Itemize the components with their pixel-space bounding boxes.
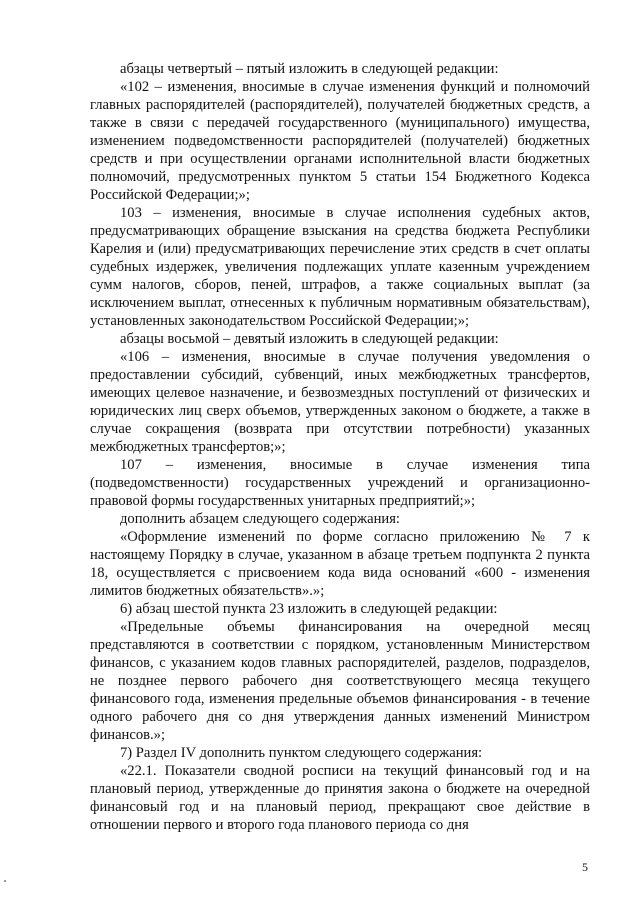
paragraph: дополнить абзацем следующего содержания: xyxy=(120,511,400,527)
page-number: 5 xyxy=(582,860,588,874)
document-page xyxy=(90,60,590,834)
paragraph: 103 – изменения, вносимые в случае исполнения судебных актов, предусматривающих обращение взыскания на средства бюджета Республики Карелия и (или) предусматривающих перечисление этих средств в счет оплаты судебных издержек, увеличения подлежащих уплате казенным учреждением сумм налогов, сборов, пеней, штрафов, а также социальных выплат (за исключением выплат, отнесенных к публичным нормативным обязательствам), установленных законодательством Российской Федерации;»; xyxy=(90,205,590,329)
scan-speck xyxy=(4,880,6,882)
paragraph: 107 – изменения, вносимые в случае изменения типа (подведомственности) государственных учреждений и организационно-правовой формы государственных унитарных предприятий;»; xyxy=(90,457,590,509)
paragraph: «106 – изменения, вносимые в случае получения уведомления о предоставлении субсидий, субвенций, иных межбюджетных трансфертов, имеющих целевое назначение, и безвозмездных поступлений от физических и юридических лиц сверх объемов, утвержденных законом о бюджете, а также в случае сокращения (возврата при отсутствии потребности) указанных межбюджетных трансфертов;»; xyxy=(90,349,590,455)
paragraph: 7) Раздел IV дополнить пунктом следующего содержания: xyxy=(120,745,483,761)
paragraph: абзацы четвертый – пятый изложить в следующей редакции: xyxy=(120,61,499,77)
paragraph: «102 – изменения, вносимые в случае изменения функций и полномочий главных распорядителей (распорядителей), получателей бюджетных средств, а также в связи с передачей государственного (муниципального) имущества, изменением подведомственности распорядителей (получателей) бюджетных средств и при осуществлении органами исполнительной власти бюджетных полномочий, предусмотренных пунктом 5 статьи 154 Бюджетного Кодекса Российской Федерации;»; xyxy=(90,79,590,203)
paragraph: «Предельные объемы финансирования на очередной месяц представляются в соответствии с порядком, установленным Министерством финансов, с указанием кодов главных распорядителей, разделов, подразделов, не позднее первого рабочего дня соответствующего месяца текущего финансового года, изменения предельные объемов финансирования - в течение одного рабочего дня со дня утверждения данных изменений Министром финансов.»; xyxy=(90,619,590,743)
paragraph: «Оформление изменений по форме согласно приложению № 7 к настоящему Порядку в случае, указанном в абзаце третьем подпункта 2 пункта 18, осуществляется с присвоением кода вида оснований «600 - изменения лимитов бюджетных обязательств».»; xyxy=(90,529,590,599)
paragraph: 6) абзац шестой пункта 23 изложить в следующей редакции: xyxy=(120,601,498,617)
paragraph: «22.1. Показатели сводной росписи на текущий финансовый год и на плановый период, утвержденные до принятия закона о бюджете на очередной финансовый год и на плановый период, прекращают свое действие в отношении первого и второго года планового периода со дня xyxy=(90,763,590,833)
paragraph: абзацы восьмой – девятый изложить в следующей редакции: xyxy=(120,331,499,347)
